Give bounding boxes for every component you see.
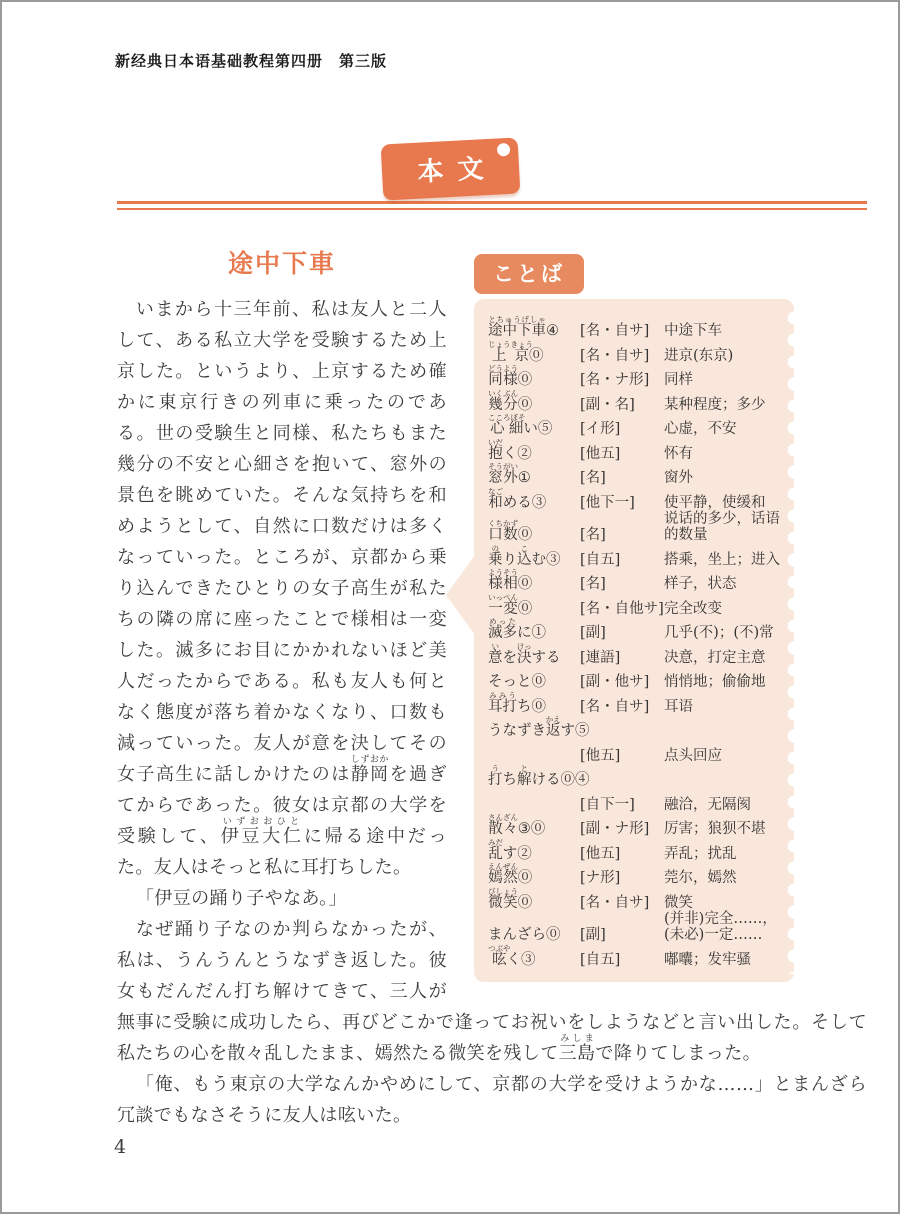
vocab-row bbox=[488, 788, 786, 813]
vocab-pos: [他五] bbox=[580, 445, 621, 462]
vocab-accent: ⓪ bbox=[517, 372, 533, 389]
vocab-word: 心細こころぼそい⑤ bbox=[488, 413, 553, 438]
vocab-row bbox=[488, 315, 786, 340]
vocab-row bbox=[488, 438, 786, 463]
vocab-meaning: 说话的多少，话语的数量 bbox=[664, 511, 780, 544]
vocab-meaning: 完全改变 bbox=[664, 600, 722, 617]
vocab-accent: ② bbox=[517, 845, 532, 862]
vocab-row bbox=[488, 837, 786, 862]
vocab-row bbox=[488, 364, 786, 389]
vocab-meaning: 融洽，无隔阂 bbox=[664, 796, 751, 813]
vocab-word: そっと⓪ bbox=[488, 674, 546, 691]
vocab-accent: ⑤ bbox=[575, 723, 590, 740]
vocab-word: うなずき返かえす⑤ bbox=[488, 715, 590, 740]
vocab-word: 滅多めったに① bbox=[488, 617, 546, 642]
body-paragraph: なぜ踊り子なのか判らなかったが、私は、うんうんとうなずき返した。彼女もだんだん打ち解けてきて、三人が無事に受験に成功したら、再びどこかで逢ってお祝いをしようなどと言い出した。そして私たちの心を散々乱したまま、嫣然たる微笑を残して三島みしまで降りてしまった。 bbox=[117, 919, 867, 1064]
vocab-row bbox=[488, 886, 786, 911]
vocab-word: 打うち解とける⓪④ bbox=[488, 764, 590, 789]
vocab-accent: ⓪ bbox=[517, 396, 533, 413]
vocab-meaning: 使平静，使缓和 bbox=[664, 494, 766, 511]
vocab-row bbox=[488, 617, 786, 642]
vocab-meaning: 耳语 bbox=[664, 698, 693, 715]
page-number: 4 bbox=[114, 1136, 127, 1158]
vocab-row bbox=[488, 413, 786, 438]
vocab-row bbox=[488, 641, 786, 666]
vocab-pos: [他五] bbox=[580, 845, 621, 862]
vocab-row bbox=[488, 764, 786, 789]
vocab-meaning: 弄乱；扰乱 bbox=[664, 845, 737, 862]
body-paragraph: 「俺、もう東京の大学なんかやめにして、京都の大学を受けようかな……」とまんざら冗談でもなさそうに友人は呟いた。 bbox=[117, 1074, 867, 1126]
vocab-meaning: 样子，状态 bbox=[664, 576, 737, 593]
vocab-pos: [名・自サ] bbox=[580, 323, 650, 340]
vocab-tab-label: ことば bbox=[474, 254, 584, 294]
vocab-pos: [自五] bbox=[580, 951, 621, 968]
vocab-meaning: 搭乘，坐上；进入 bbox=[664, 551, 780, 568]
vocab-row bbox=[488, 943, 786, 968]
vocab-word: 口数くちかず⓪ bbox=[488, 519, 533, 544]
vocab-pos: [他下一] bbox=[580, 494, 635, 511]
vocab-meaning: 进京(东京) bbox=[664, 347, 734, 364]
vocab-accent: ⑤ bbox=[537, 421, 553, 438]
vocab-row bbox=[488, 543, 786, 568]
vocab-accent: ③ bbox=[531, 494, 547, 511]
vocab-meaning: 点头回应 bbox=[664, 747, 722, 764]
vocab-meaning: 心虚，不安 bbox=[664, 421, 737, 438]
vocab-accent: ⓪ bbox=[531, 698, 546, 715]
vocab-word: 窓外そうがい① bbox=[488, 462, 531, 487]
vocab-row bbox=[488, 340, 786, 365]
body-paragraph: いまから十三年前、私は友人と二人して、ある私立大学を受験するため上京した。というより、上京するため確かに東京行きの列車に乗ったのである。世の受験生と同様、私たちもまた幾分の不安と心細さを抱いて、窓外の景色を眺めていた。そんな気持ちを和めようとして、自然に口数だけは多くなっていった。ところが、京都から乗り込んできたひとりの女子高生が私たちの隣の席に座ったことで様相は一変した。滅多にお目にかかれないほど美人だったからである。私も友人も何となく態度が落ち着かなくなり、口数も減っていった。友人が意を決してその女子高生に話しかけたのは静岡しずおかを過ぎてからであった。彼女は京都の大学を受験して、伊豆大仁いずおおひとに帰る途中だった。友人はそっと私に耳打ちした。 bbox=[117, 299, 447, 878]
vocab-row bbox=[488, 862, 786, 887]
vocab-accent: ⓪ bbox=[517, 527, 533, 544]
vocab-word: 上京じょうきょう⓪ bbox=[488, 339, 544, 364]
vocab-word: 意いを決けっする bbox=[488, 641, 561, 666]
vocab-pos: [副] bbox=[580, 927, 606, 944]
vocab-word: 同様どうよう⓪ bbox=[488, 364, 533, 389]
vocab-row bbox=[488, 690, 786, 715]
vocab-accent: ⓪④ bbox=[560, 772, 590, 789]
vocab-box bbox=[474, 299, 794, 982]
vocab-accent: ⓪ bbox=[531, 674, 546, 691]
vocab-meaning: 悄悄地；偷偷地 bbox=[664, 674, 766, 691]
vocab-accent: ⓪ bbox=[546, 927, 561, 944]
vocab-meaning: 厉害；狼狈不堪 bbox=[664, 821, 766, 838]
vocab-meaning: 微笑 bbox=[664, 894, 693, 911]
vocab-row bbox=[488, 389, 786, 414]
vocab-meaning: 莞尔，嫣然 bbox=[664, 870, 737, 887]
vocab-word: まんざら⓪ bbox=[488, 927, 561, 944]
vocab-word: 呟つぶやく③ bbox=[488, 943, 536, 968]
vocab-meaning: 某种程度；多少 bbox=[664, 396, 766, 413]
body-paragraph: 「伊豆の踊り子やなあ。」 bbox=[135, 888, 347, 909]
vocab-accent: ③ bbox=[546, 551, 561, 568]
vocab-word: 微笑びしょう⓪ bbox=[488, 886, 533, 911]
vocab-accent: ⓪ bbox=[517, 600, 533, 617]
vocab-meaning: 几乎(不)；(不)常 bbox=[664, 625, 774, 642]
vocab-meaning: 中途下车 bbox=[664, 323, 722, 340]
vocab-word: 乗のり込こむ③ bbox=[488, 543, 561, 568]
vocab-word: 一変いっぺん⓪ bbox=[488, 592, 533, 617]
vocab-accent: ⓪ bbox=[517, 576, 533, 593]
vocab-meaning: 窗外 bbox=[664, 470, 693, 487]
vocab-word: 嫣然えんぜん⓪ bbox=[488, 862, 533, 887]
vocab-pos: [自下一] bbox=[580, 796, 635, 813]
vocab-meaning: 决意，打定主意 bbox=[664, 649, 766, 666]
vocab-pos: [副・ナ形] bbox=[580, 821, 650, 838]
vocab-accent: ⓪ bbox=[529, 347, 544, 364]
vocab-pos: [連語] bbox=[580, 649, 621, 666]
vocab-meaning: 怀有 bbox=[664, 445, 693, 462]
vocab-pos: [副] bbox=[580, 625, 606, 642]
vocab-word: 耳打みみうち⓪ bbox=[488, 690, 546, 715]
vocab-pos: [名・自他サ] bbox=[580, 600, 664, 617]
story-title: 途中下車 bbox=[227, 250, 336, 278]
vocab-pos: [名・自サ] bbox=[580, 894, 650, 911]
vocab-accent: ① bbox=[517, 470, 531, 487]
vocab-accent: ② bbox=[517, 445, 532, 462]
vocab-row bbox=[488, 911, 786, 943]
vocab-pos: [イ形] bbox=[580, 421, 621, 438]
vocab-row bbox=[488, 462, 786, 487]
vocab-meaning: 同样 bbox=[664, 372, 693, 389]
vocab-accent: ⓪ bbox=[517, 894, 533, 911]
vocab-pos: [名] bbox=[580, 527, 606, 544]
vocab-pos: [他五] bbox=[580, 747, 621, 764]
vocab-accent: ⓪ bbox=[517, 870, 533, 887]
vocab-accent: ④ bbox=[546, 323, 559, 340]
section-tab-label: 本文 bbox=[416, 152, 499, 187]
book-header: 新经典日本语基础教程第四册 第三版 bbox=[115, 53, 388, 70]
vocab-pos: [自五] bbox=[580, 551, 621, 568]
vocab-word: 幾分いくぶん⓪ bbox=[488, 388, 533, 413]
vocab-pos: [名] bbox=[580, 576, 606, 593]
vocab-word: 抱いだく② bbox=[488, 437, 532, 462]
vocab-row bbox=[488, 568, 786, 593]
vocab-row bbox=[488, 739, 786, 764]
vocab-pos: [名] bbox=[580, 470, 606, 487]
vocab-accent: ③ bbox=[521, 951, 536, 968]
page-content bbox=[117, 240, 867, 1131]
vocab-word: 途中下車とちゅうげしゃ④ bbox=[488, 315, 559, 340]
vocab-pos: [名・自サ] bbox=[580, 698, 650, 715]
vocab-pos: [副・名] bbox=[580, 396, 635, 413]
vocab-word: 乱みだす② bbox=[488, 837, 532, 862]
vocab-row bbox=[488, 487, 786, 512]
vocab-row bbox=[488, 813, 786, 838]
vocab-row bbox=[488, 666, 786, 691]
vocab-meaning: (并非)完全……，(未必)一定…… bbox=[664, 910, 777, 944]
vocab-row bbox=[488, 592, 786, 617]
vocab-panel bbox=[447, 240, 867, 1005]
vocab-word: 散々さんざん③⓪ bbox=[488, 813, 546, 838]
section-tab bbox=[381, 137, 521, 200]
vocab-word: 和なごめる③ bbox=[488, 486, 547, 511]
vocab-pos: [名・自サ] bbox=[580, 347, 650, 364]
vocab-meaning: 嘟囔；发牢骚 bbox=[664, 951, 751, 968]
vocab-accent: ① bbox=[531, 625, 546, 642]
vocab-row bbox=[488, 511, 786, 543]
vocab-pos: [ナ形] bbox=[580, 870, 621, 887]
section-divider-rule bbox=[117, 201, 867, 210]
vocab-accent: ③⓪ bbox=[517, 821, 546, 838]
vocab-pos: [名・ナ形] bbox=[580, 372, 650, 389]
vocab-pos: [副・他サ] bbox=[580, 674, 650, 691]
vocab-word: 様相ようそう⓪ bbox=[488, 568, 533, 593]
vocab-row bbox=[488, 715, 786, 740]
